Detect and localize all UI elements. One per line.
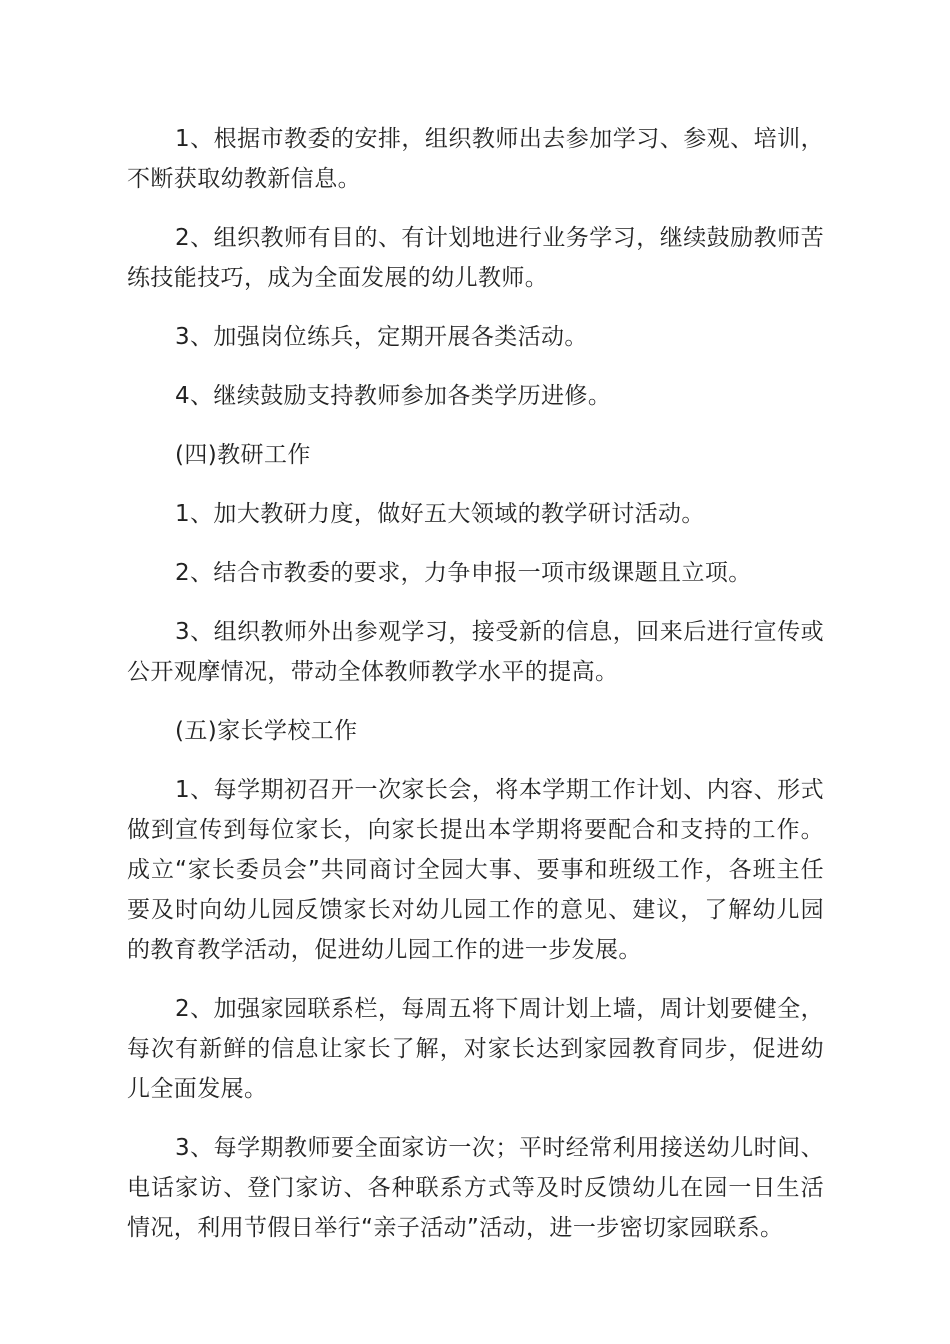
document-page	[127, 119, 824, 1267]
paragraph-parent-item-3: 3、每学期教师要全面家访一次；平时经常利用接送幼儿时间、电话家访、登门家访、各种联系方式等及时反馈幼儿在园一日生活情况，利用节假日举行“亲子活动”活动，进一步密切家园联系。	[127, 1135, 824, 1241]
paragraph-parent-item-2: 2、加强家园联系栏，每周五将下周计划上墙，周计划要健全，每次有新鲜的信息让家长了解，对家长达到家园教育同步，促进幼儿全面发展。	[127, 996, 824, 1102]
paragraph-training-item-2: 2、组织教师有目的、有计划地进行业务学习，继续鼓励教师苦练技能技巧，成为全面发展的幼儿教师。	[127, 225, 824, 291]
section-heading-parent-school: (五)家长学校工作	[175, 718, 358, 744]
paragraph-research-item-1: 1、加大教研力度，做好五大领域的教学研讨活动。	[175, 501, 705, 527]
paragraph-research-item-3: 3、组织教师外出参观学习，接受新的信息，回来后进行宣传或公开观摩情况，带动全体教师教学水平的提高。	[127, 619, 824, 685]
paragraph-training-item-3: 3、加强岗位练兵，定期开展各类活动。	[175, 324, 588, 350]
paragraph-parent-item-1: 1、每学期初召开一次家长会，将本学期工作计划、内容、形式做到宣传到每位家长，向家长提出本学期将要配合和支持的工作。成立“家长委员会”共同商讨全园大事、要事和班级工作，各班主任要及时向幼儿园反馈家长对幼儿园工作的意见、建议，了解幼儿园的教育教学活动，促进幼儿园工作的进一步发展。	[127, 777, 824, 963]
paragraph-training-item-1: 1、根据市教委的安排，组织教师出去参加学习、参观、培训，不断获取幼教新信息。	[127, 126, 824, 192]
paragraph-research-item-2: 2、结合市教委的要求，力争申报一项市级课题且立项。	[175, 560, 752, 586]
section-heading-teaching-research: (四)教研工作	[175, 442, 311, 468]
paragraph-training-item-4: 4、继续鼓励支持教师参加各类学历进修。	[175, 383, 612, 409]
